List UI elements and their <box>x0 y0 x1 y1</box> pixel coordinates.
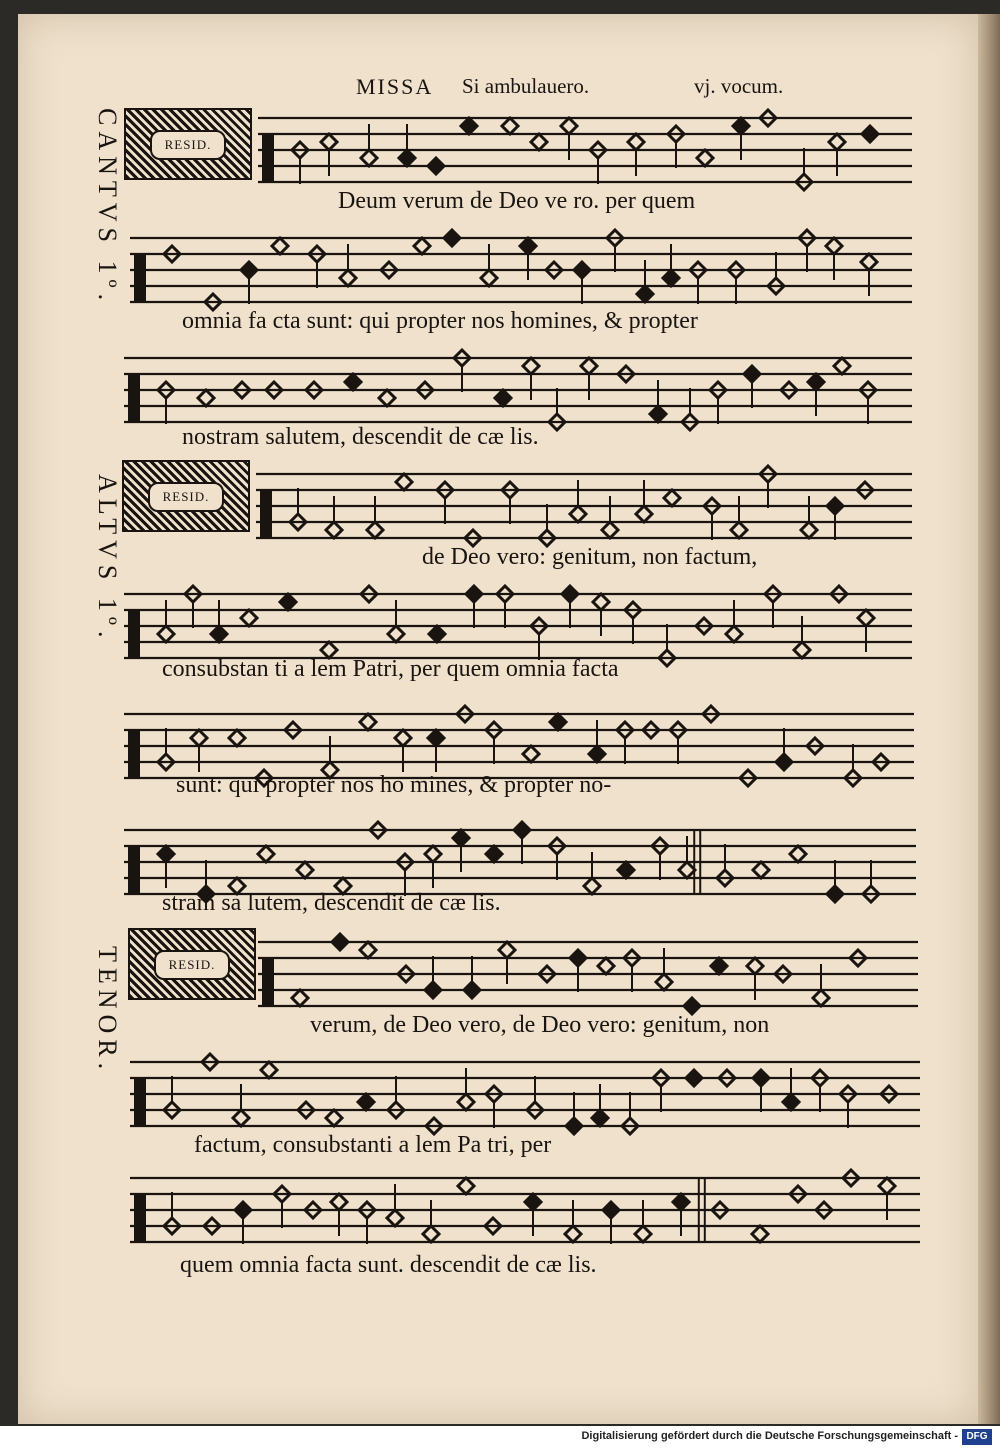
note-mark <box>158 626 174 642</box>
note-mark <box>331 1194 347 1210</box>
note-mark <box>428 158 444 174</box>
note-mark <box>753 1070 769 1086</box>
note-mark <box>280 594 296 610</box>
note-mark <box>458 1178 474 1194</box>
note-mark <box>686 1070 702 1086</box>
clef-icon <box>134 1194 146 1242</box>
header-missa: MISSA <box>356 74 434 99</box>
note-mark <box>783 1094 799 1110</box>
header-voices-count: vj. vocum. <box>694 74 784 98</box>
digitization-footer <box>0 1426 1000 1450</box>
note-mark <box>561 118 577 134</box>
note-mark <box>261 1062 277 1078</box>
clef-icon <box>134 1078 146 1126</box>
note-mark <box>464 982 480 998</box>
note-mark <box>570 506 586 522</box>
note-mark <box>531 134 547 150</box>
note-mark <box>834 358 850 374</box>
note-mark <box>589 746 605 762</box>
note-mark <box>499 942 515 958</box>
note-mark <box>636 506 652 522</box>
clef-icon <box>260 490 272 538</box>
note-mark <box>733 118 749 134</box>
note-mark <box>191 730 207 746</box>
resid-ornament-cantus <box>124 108 252 180</box>
clef-icon <box>262 958 274 1006</box>
note-mark <box>726 626 742 642</box>
note-mark <box>453 830 469 846</box>
note-mark <box>458 1094 474 1110</box>
note-mark <box>387 1210 403 1226</box>
note-mark <box>598 958 614 974</box>
note-mark <box>673 1194 689 1210</box>
note-mark <box>345 374 361 390</box>
note-mark <box>388 626 404 642</box>
note-mark <box>514 822 530 838</box>
lyric-line-10: quem omnia facta sunt. descendit de cæ lis. <box>180 1252 597 1278</box>
note-mark <box>396 474 412 490</box>
note-mark <box>321 134 337 150</box>
note-mark <box>602 522 618 538</box>
note-mark <box>565 1226 581 1242</box>
note-mark <box>414 238 430 254</box>
voice-label-cantus: CANTVS 1º. <box>93 108 122 307</box>
note-mark <box>827 886 843 902</box>
note-mark <box>858 610 874 626</box>
resid-ornament-altus <box>122 460 250 532</box>
note-mark <box>272 238 288 254</box>
note-mark <box>444 230 460 246</box>
note-mark <box>592 1110 608 1126</box>
note-mark <box>635 1226 651 1242</box>
note-mark <box>679 862 695 878</box>
note-mark <box>637 286 653 302</box>
note-mark <box>358 1094 374 1110</box>
note-mark <box>593 594 609 610</box>
lyric-line-4: de Deo vero: genitum, non factum, <box>422 544 758 570</box>
voice-label-tenor: TENOR. <box>93 946 122 1076</box>
note-mark <box>663 270 679 286</box>
note-mark <box>233 1110 249 1126</box>
note-mark <box>241 262 257 278</box>
note-mark <box>523 746 539 762</box>
note-mark <box>466 586 482 602</box>
note-mark <box>379 390 395 406</box>
note-mark <box>744 366 760 382</box>
lyric-line-5: consubstan ti a lem Patri, per quem omnia facta <box>162 656 619 682</box>
note-mark <box>326 522 342 538</box>
page-gutter <box>978 14 1000 1424</box>
clef-icon <box>262 134 274 182</box>
note-mark <box>808 374 824 390</box>
note-mark <box>481 270 497 286</box>
resid-ornament-tenor <box>128 928 256 1000</box>
note-mark <box>361 150 377 166</box>
note-mark <box>650 406 666 422</box>
clef-icon <box>128 610 140 658</box>
clef-icon <box>134 254 146 302</box>
resid-label: RESID. <box>154 950 230 980</box>
lyric-line-9: factum, consubstanti a lem Pa tri, per <box>194 1132 552 1158</box>
note-mark <box>326 1110 342 1126</box>
note-mark <box>502 118 518 134</box>
footer-credit: Digitalisierung gefördert durch die Deutsche Forschungsgemeinschaft - <box>581 1430 958 1442</box>
note-mark <box>628 134 644 150</box>
note-mark <box>581 358 597 374</box>
note-mark <box>297 862 313 878</box>
note-mark <box>794 642 810 658</box>
note-mark <box>367 522 383 538</box>
resid-label: RESID. <box>150 130 226 160</box>
note-mark <box>664 490 680 506</box>
note-mark <box>711 958 727 974</box>
lyric-line-1: Deum verum de Deo ve ro. per quem <box>338 188 696 214</box>
note-mark <box>399 150 415 166</box>
note-mark <box>423 1226 439 1242</box>
note-mark <box>574 262 590 278</box>
note-mark <box>292 990 308 1006</box>
note-mark <box>525 1194 541 1210</box>
note-mark <box>861 254 877 270</box>
note-mark <box>603 1202 619 1218</box>
note-mark <box>813 990 829 1006</box>
note-mark <box>826 238 842 254</box>
note-mark <box>229 730 245 746</box>
running-header <box>0 74 1000 104</box>
note-mark <box>486 846 502 862</box>
note-mark <box>550 714 566 730</box>
staff-10 <box>130 1166 920 1266</box>
lyric-line-2: omnia fa cta sunt: qui propter nos homines, & propter <box>182 308 698 334</box>
note-mark <box>753 862 769 878</box>
note-mark <box>340 270 356 286</box>
note-mark <box>461 118 477 134</box>
note-mark <box>158 846 174 862</box>
note-mark <box>656 974 672 990</box>
note-mark <box>211 626 227 642</box>
note-mark <box>776 754 792 770</box>
clef-icon <box>128 730 140 778</box>
lyric-line-3: nostram salutem, descendit de cæ lis. <box>182 424 539 450</box>
note-mark <box>429 626 445 642</box>
note-mark <box>790 846 806 862</box>
note-mark <box>520 238 536 254</box>
clef-icon <box>128 374 140 422</box>
note-mark <box>241 610 257 626</box>
note-mark <box>258 846 274 862</box>
note-mark <box>425 846 441 862</box>
note-mark <box>584 878 600 894</box>
note-mark <box>752 1226 768 1242</box>
lyric-line-6: sunt: qui propter nos ho mines, & propter no- <box>176 772 612 798</box>
note-mark <box>562 586 578 602</box>
note-mark <box>566 1118 582 1134</box>
note-mark <box>395 730 411 746</box>
lyric-line-8: verum, de Deo vero, de Deo vero: genitum, non <box>310 1012 770 1038</box>
dfg-logo: DFG <box>962 1429 992 1445</box>
note-mark <box>862 126 878 142</box>
note-mark <box>697 150 713 166</box>
clef-icon <box>128 846 140 894</box>
note-mark <box>425 982 441 998</box>
resid-label: RESID. <box>148 482 224 512</box>
note-mark <box>360 942 376 958</box>
note-mark <box>829 134 845 150</box>
note-mark <box>827 498 843 514</box>
voice-label-altus: ALTVS 1º. <box>93 474 122 644</box>
note-mark <box>523 358 539 374</box>
note-mark <box>570 950 586 966</box>
note-mark <box>198 390 214 406</box>
note-mark <box>879 1178 895 1194</box>
lyric-line-7: stram sa lutem, descendit de cæ lis. <box>162 890 501 916</box>
note-mark <box>747 958 763 974</box>
note-mark <box>360 714 376 730</box>
note-mark <box>428 730 444 746</box>
note-mark <box>332 934 348 950</box>
note-mark <box>495 390 511 406</box>
header-title: Si ambulauero. <box>462 74 590 98</box>
note-mark <box>801 522 817 538</box>
note-mark <box>618 862 634 878</box>
note-mark <box>731 522 747 538</box>
note-mark <box>235 1202 251 1218</box>
